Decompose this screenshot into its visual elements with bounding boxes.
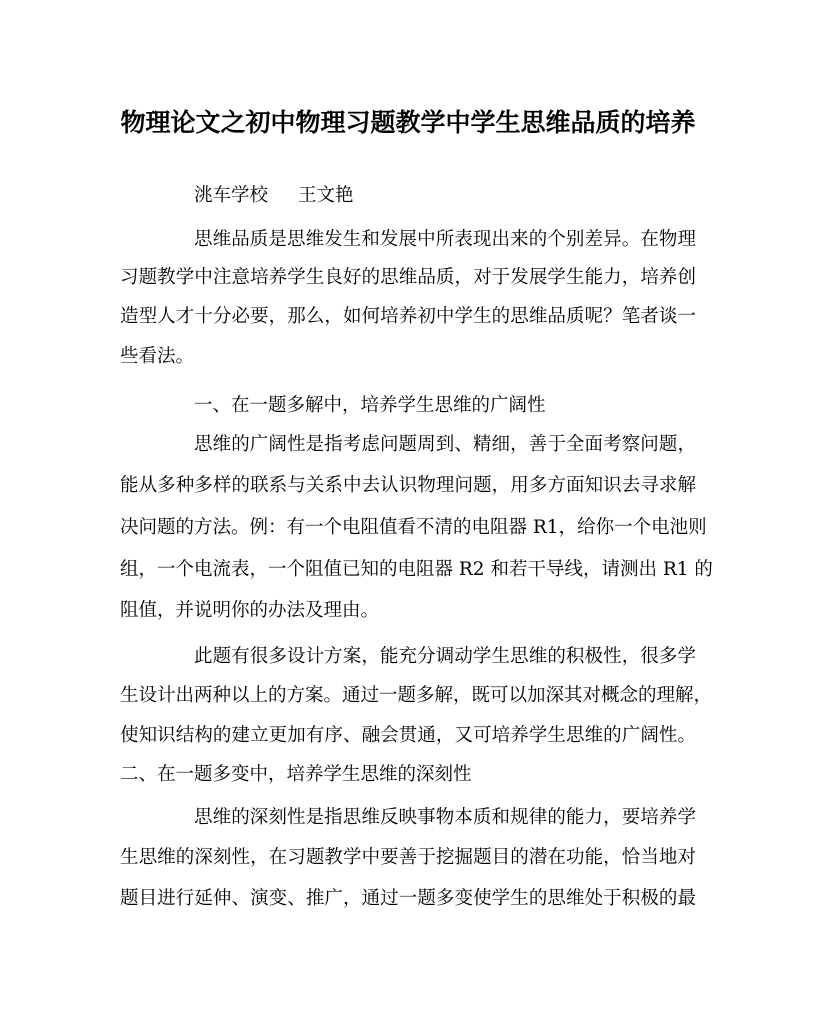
paragraph-line: 题目进行延伸、演变、推广，通过一题多变使学生的思维处于积极的最: [120, 888, 696, 909]
paragraph-line: 决问题的方法。例：有一个电阻值看不清的电阻器 R1，给你一个电池则: [120, 517, 707, 538]
paragraph-line: 使知识结构的建立更加有序、融会贯通，又可培养学生思维的广阔性。: [120, 725, 696, 746]
paragraph-line: 组，一个电流表，一个阻值已知的电阻器 R2 和若干导线，请测出 R1 的: [120, 559, 713, 580]
paragraph-line: 造型人才十分必要，那么，如何培养初中学生的思维品质呢？笔者谈一: [120, 306, 696, 327]
section-heading: 二、在一题多变中，培养学生思维的深刻性: [120, 764, 472, 785]
paragraph-line: 生思维的深刻性，在习题教学中要善于挖掘题目的潜在功能，恰当地对: [120, 847, 696, 868]
paragraph-line: 阻值，并说明你的办法及理由。: [120, 600, 380, 621]
paragraph-line: 些看法。: [120, 346, 195, 367]
paragraph-line: 思维的深刻性是指思维反映事物本质和规律的能力，要培养学: [194, 807, 696, 828]
author-name: 王文艳: [298, 185, 354, 206]
paragraph-line: 能从多种多样的联系与关系中去认识物理问题，用多方面知识去寻求解: [120, 475, 696, 496]
author-line: [194, 184, 696, 208]
section-heading: 一、在一题多解中，培养学生思维的广阔性: [194, 395, 546, 416]
paragraph-line: 此题有很多设计方案，能充分调动学生思维的积极性，很多学: [194, 646, 696, 667]
paragraph-line: 习题教学中注意培养学生良好的思维品质，对于发展学生能力，培养创: [120, 267, 696, 288]
paragraph-line: 思维的广阔性是指考虑问题周到、精细，善于全面考察问题，: [194, 434, 696, 455]
author-school: 洮车学校: [194, 185, 269, 206]
paragraph-line: 生设计出两种以上的方案。通过一题多解，既可以加深其对概念的理解，: [120, 685, 713, 706]
document-title: 物理论文之初中物理习题教学中学生思维品质的培养: [120, 108, 696, 137]
paragraph-line: 思维品质是思维发生和发展中所表现出来的个别差异。在物理: [194, 229, 696, 250]
